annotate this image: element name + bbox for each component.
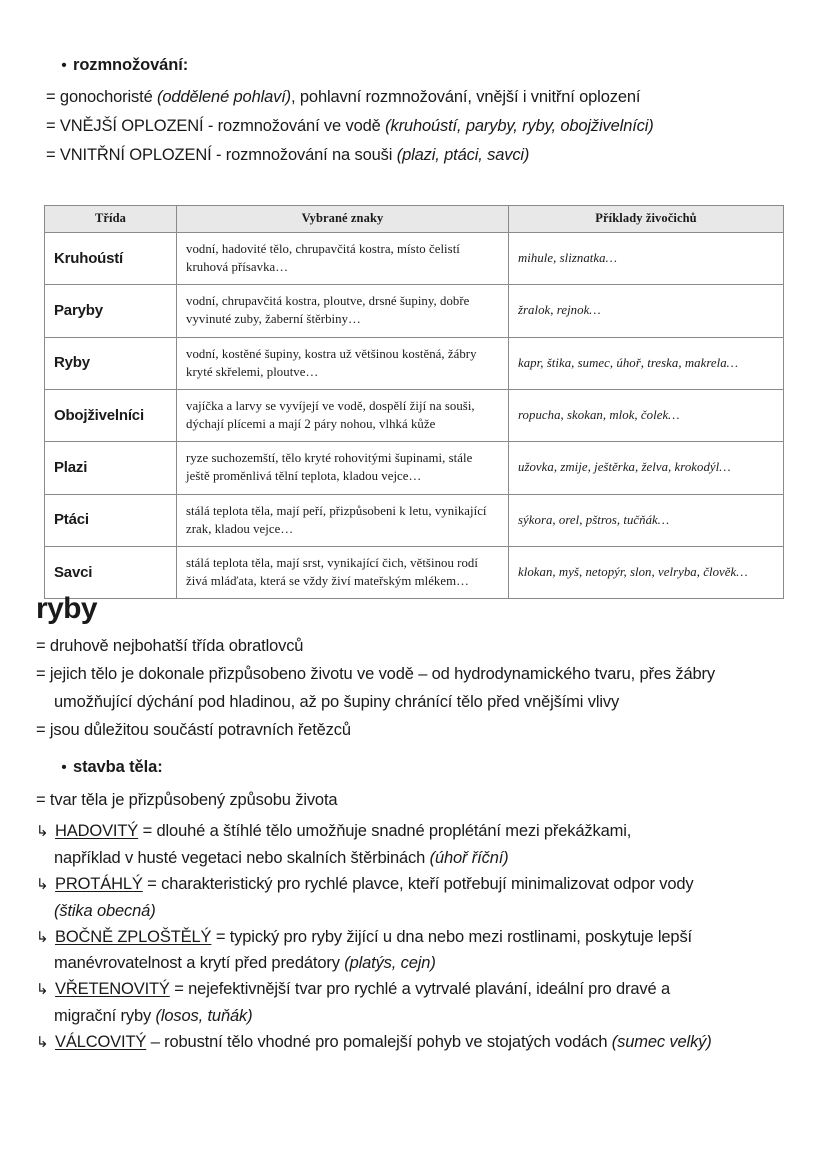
reproduction-line-2-a: = VNĚJŠÍ OPLOZENÍ - rozmnožování ve vodě xyxy=(46,117,386,136)
body-shape-item-main xyxy=(36,1029,796,1056)
body-shape-item xyxy=(36,871,796,924)
body-shape-continuation-text: migrační ryby xyxy=(54,1007,156,1026)
body-shape-item-text xyxy=(55,924,796,951)
body-shape-term: VÁLCOVITÝ xyxy=(55,1033,147,1052)
table-cell-class: Ptáci xyxy=(45,494,177,546)
body-shape-item-continuation xyxy=(36,898,796,924)
table-cell-class: Ryby xyxy=(45,337,177,389)
body-shape-continuation-text: manévrovatelnost a krytí před predátory xyxy=(54,954,345,973)
table-cell-signs: stálá teplota těla, mají peří, přizpůsobeni k letu, vynikající zrak, kladou vejce… xyxy=(177,494,509,546)
body-shape-term: HADOVITÝ xyxy=(55,822,139,841)
arrow-down-right-icon: ↳ xyxy=(36,875,49,893)
body-shape-description: – robustní tělo vhodné pro pomalejší pohyb ve stojatých vodách xyxy=(146,1033,612,1052)
body-shape-example: (štika obecná) xyxy=(54,901,156,920)
body-shape-example: (sumec velký) xyxy=(611,1033,712,1052)
table-row xyxy=(45,285,784,337)
fish-line-1: = druhově nejbohatší třída obratlovců xyxy=(36,636,304,655)
arrow-down-right-icon: ↳ xyxy=(36,1034,49,1052)
reproduction-line-3 xyxy=(46,142,786,168)
body-shape-item-main xyxy=(36,924,796,951)
table-cell-examples: žralok, rejnok… xyxy=(509,285,784,337)
table-header-class: Třída xyxy=(45,206,177,233)
fish-line-2: = jejich tělo je dokonale přizpůsobeno životu ve vodě – od hydrodynamického tvaru, přes žábry xyxy=(36,664,716,683)
table-row xyxy=(45,233,784,285)
table-cell-signs: vajíčka a larvy se vyvíjejí ve vodě, dospělí žijí na souši, dýchají plícemi a mají 2 páry nohou, vlhká kůže xyxy=(177,389,509,441)
table-cell-class: Obojživelníci xyxy=(45,389,177,441)
table-header-row xyxy=(45,206,784,233)
reproduction-line-1-italic: (oddělené pohlaví) xyxy=(157,88,292,106)
table-cell-signs: ryze suchozemští, tělo kryté rohovitými šupinami, stále ještě proměnlivá tělní teplota, kladou vejce… xyxy=(177,442,509,494)
fish-title: ryby xyxy=(36,592,97,625)
table-cell-class: Savci xyxy=(45,546,177,598)
arrow-down-right-icon: ↳ xyxy=(36,928,49,946)
body-structure-heading-label: stavba těla: xyxy=(73,758,163,776)
table-row xyxy=(45,389,784,441)
reproduction-line-3-italic: (plazi, ptáci, savci) xyxy=(396,146,530,165)
section-fish xyxy=(36,593,788,745)
body-shape-item-main xyxy=(36,976,796,1003)
classes-table-body xyxy=(45,233,784,599)
body-shape-item-text xyxy=(55,1029,796,1056)
section-body-structure xyxy=(36,758,796,1056)
body-shape-item-text xyxy=(55,976,796,1003)
reproduction-line-1 xyxy=(46,84,786,110)
reproduction-line-1-b: , pohlavní rozmnožování, vnější i vnitřní oplození xyxy=(291,88,641,106)
reproduction-heading-label: rozmnožování: xyxy=(73,56,189,74)
body-shape-item-text xyxy=(55,871,796,898)
reproduction-line-3-a: = VNITŘNÍ OPLOZENÍ - rozmnožování na souši xyxy=(46,146,397,165)
section-reproduction xyxy=(46,56,786,171)
body-shape-description: = typický pro ryby žijící u dna nebo mezi rostlinami, poskytuje lepší xyxy=(211,927,692,946)
body-shape-item-continuation xyxy=(36,950,796,976)
fish-line-3: = jsou důležitou součástí potravních řetězců xyxy=(36,720,351,739)
bullet-dot-icon: • xyxy=(61,759,67,776)
body-shape-continuation-text: například v husté vegetaci nebo skalních štěrbinách xyxy=(54,848,430,867)
body-shape-term: PROTÁHLÝ xyxy=(55,874,143,893)
body-shape-example: (úhoř říční) xyxy=(429,848,509,867)
table-cell-class: Paryby xyxy=(45,285,177,337)
bullet-dot-icon: • xyxy=(61,57,67,74)
fish-line-2-continuation: umožňující dýchání pod hladinou, až po šupiny chránící tělo před vnějšími vlivy xyxy=(54,692,620,711)
table-header-examples: Příklady živočichů xyxy=(509,206,784,233)
arrow-down-right-icon: ↳ xyxy=(36,981,49,999)
table-cell-examples: sýkora, orel, pštros, tučňák… xyxy=(509,494,784,546)
body-shape-description: = nejefektivnější tvar pro rychlé a vytrvalé plavání, ideální pro dravé a xyxy=(169,980,671,999)
body-shape-item xyxy=(36,976,796,1029)
body-shape-item xyxy=(36,818,796,871)
arrow-down-right-icon: ↳ xyxy=(36,823,49,841)
body-shape-item-continuation xyxy=(36,1003,796,1029)
reproduction-line-2-italic: (kruhoústí, paryby, ryby, obojživelníci) xyxy=(385,117,654,136)
classes-table-container xyxy=(44,205,783,599)
table-cell-class: Kruhoústí xyxy=(45,233,177,285)
table-cell-signs: vodní, kostěné šupiny, kostra už většinou kostěná, žábry kryté skřelemi, ploutve… xyxy=(177,337,509,389)
table-cell-examples: ropucha, skokan, mlok, čolek… xyxy=(509,389,784,441)
body-shape-item xyxy=(36,924,796,977)
table-cell-signs: stálá teplota těla, mají srst, vynikající čich, většinou rodí živá mláďata, která se vždy živí mateřským mlékem… xyxy=(177,546,509,598)
body-shape-term: BOČNĚ ZPLOŠTĚLÝ xyxy=(55,927,212,946)
body-shape-description: = charakteristický pro rychlé plavce, kteří potřebují minimalizovat odpor vody xyxy=(142,874,694,893)
table-row xyxy=(45,546,784,598)
table-cell-examples: mihule, sliznatka… xyxy=(509,233,784,285)
body-shape-item-continuation xyxy=(36,845,796,871)
body-shape-example: (platýs, cejn) xyxy=(344,954,436,973)
table-cell-examples: užovka, zmije, ještěrka, želva, krokodýl… xyxy=(509,442,784,494)
table-row xyxy=(45,494,784,546)
table-cell-class: Plazi xyxy=(45,442,177,494)
table-cell-signs: vodní, chrupavčitá kostra, ploutve, drsné šupiny, dobře vyvinuté zuby, žaberní štěrbiny… xyxy=(177,285,509,337)
body-shape-item xyxy=(36,1029,796,1056)
classes-table xyxy=(44,205,784,599)
reproduction-line-2 xyxy=(46,113,786,139)
body-shape-example: (losos, tuňák) xyxy=(155,1007,253,1026)
table-row xyxy=(45,337,784,389)
table-cell-signs: vodní, hadovité tělo, chrupavčitá kostra, místo čelistí kruhová přísavka… xyxy=(177,233,509,285)
table-cell-examples: klokan, myš, netopýr, slon, velryba, člověk… xyxy=(509,546,784,598)
table-cell-examples: kapr, štika, sumec, úhoř, treska, makrela… xyxy=(509,337,784,389)
body-shape-term: VŘETENOVITÝ xyxy=(55,980,170,999)
table-row xyxy=(45,442,784,494)
body-structure-intro: = tvar těla je přizpůsobený způsobu života xyxy=(36,791,338,809)
body-shape-list xyxy=(36,818,796,1056)
body-shape-item-main xyxy=(36,818,796,845)
body-shape-description: = dlouhé a štíhlé tělo umožňuje snadné proplétání mezi překážkami, xyxy=(138,822,632,841)
body-shape-item-main xyxy=(36,871,796,898)
reproduction-line-1-a: = gonochoristé xyxy=(46,88,158,106)
reproduction-heading xyxy=(55,56,786,75)
body-structure-heading xyxy=(55,758,796,777)
table-header-signs: Vybrané znaky xyxy=(177,206,509,233)
body-shape-item-text xyxy=(55,818,796,845)
